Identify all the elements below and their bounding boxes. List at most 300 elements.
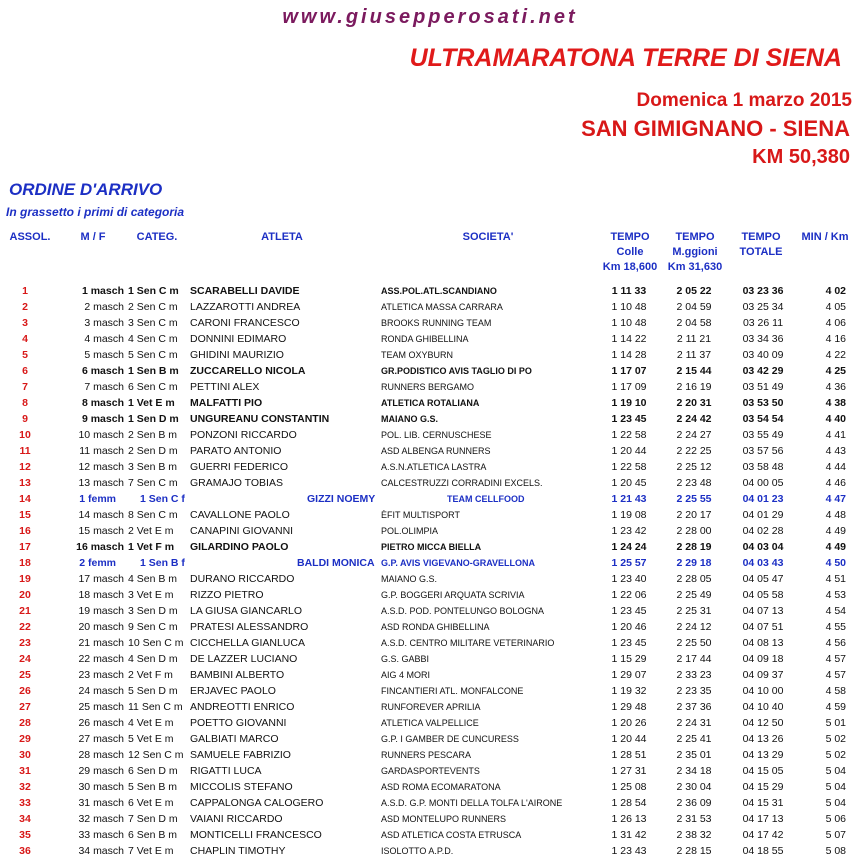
position-cell: 24: [19, 653, 31, 665]
athlete-cell: GRAMAJO TOBIAS: [190, 477, 283, 489]
position-cell: 26: [19, 685, 31, 697]
athlete-cell: ERJAVEC PAOLO: [190, 685, 276, 697]
athlete-cell: BALDI MONICA: [297, 557, 375, 569]
position-cell: 10: [19, 429, 31, 441]
athlete-cell: CAVALLONE PAOLO: [190, 509, 290, 521]
society-cell: ASD RONDA GHIBELLINA: [381, 622, 490, 632]
athlete-cell: DURANO RICCARDO: [190, 573, 295, 585]
position-cell: 31: [19, 765, 31, 777]
col-header-time1-c: Km 18,600: [602, 261, 658, 273]
society-cell: G.P. AVIS VIGEVANO-GRAVELLONA: [381, 558, 536, 568]
time-maggioni-cell: 2 28 15: [676, 845, 712, 857]
society-cell: BROOKS RUNNING TEAM: [381, 318, 492, 328]
athlete-cell: GILARDINO PAOLO: [190, 541, 289, 553]
time-total-cell: 04 15 05: [742, 765, 784, 777]
position-cell: 11: [19, 445, 31, 457]
gender-rank-cell: 29 masch: [78, 765, 124, 777]
society-cell: ASD ATLETICA COSTA ETRUSCA: [381, 830, 522, 840]
pace-cell: 4 38: [825, 397, 846, 409]
society-cell: GARDASPORTEVENTS: [381, 766, 480, 776]
table-row: [0, 731, 856, 747]
time-colle-cell: 1 20 45: [611, 477, 647, 489]
time-maggioni-cell: 2 31 53: [676, 813, 712, 825]
gender-rank-cell: 12 masch: [78, 461, 124, 473]
society-cell: ASD ROMA ECOMARATONA: [381, 782, 501, 792]
category-cell: 10 Sen C m: [128, 637, 184, 649]
gender-rank-cell: 7 masch: [84, 381, 124, 393]
col-header-total: [732, 230, 790, 260]
col-header-time1: [600, 230, 660, 275]
table-row: [0, 587, 856, 603]
time-maggioni-cell: 2 25 50: [676, 637, 712, 649]
athlete-cell: CANAPINI GIOVANNI: [190, 525, 294, 537]
society-cell: RONDA GHIBELLINA: [381, 334, 469, 344]
time-colle-cell: 1 20 26: [611, 717, 647, 729]
gender-rank-cell: 1 masch: [81, 285, 124, 297]
category-cell: 11 Sen C m: [128, 701, 183, 713]
category-cell: 4 Sen C m: [128, 333, 178, 345]
category-cell: 2 Sen D m: [128, 445, 178, 457]
athlete-cell: MONTICELLI FRANCESCO: [190, 829, 322, 841]
category-cell: 1 Sen C m: [128, 285, 179, 297]
time-total-cell: 03 51 49: [742, 381, 784, 393]
table-row: [0, 779, 856, 795]
col-header-time2: [664, 230, 726, 275]
position-cell: 35: [19, 829, 31, 841]
gender-rank-cell: 34 masch: [78, 845, 124, 857]
gender-rank-cell: 26 masch: [78, 717, 124, 729]
col-header-total-a: TEMPO: [741, 231, 781, 243]
pace-cell: 5 04: [825, 781, 846, 793]
pace-cell: 4 56: [825, 637, 846, 649]
pace-cell: 4 22: [825, 349, 846, 361]
society-cell: ATLETICA ROTALIANA: [381, 398, 480, 408]
society-cell: POL.OLIMPIA: [381, 526, 439, 536]
time-colle-cell: 1 23 42: [611, 525, 647, 537]
society-cell: ASD MONTELUPO RUNNERS: [381, 814, 507, 824]
time-maggioni-cell: 2 15 44: [676, 365, 712, 377]
time-maggioni-cell: 2 17 44: [676, 653, 712, 665]
gender-rank-cell: 17 masch: [78, 573, 124, 585]
table-row: [0, 571, 856, 587]
time-maggioni-cell: 2 33 23: [676, 669, 712, 681]
pace-cell: 4 06: [825, 317, 846, 329]
time-colle-cell: 1 17 07: [611, 365, 647, 377]
category-cell: 6 Sen D m: [128, 765, 178, 777]
time-total-cell: 04 02 28: [742, 525, 784, 537]
time-colle-cell: 1 11 33: [611, 285, 647, 297]
table-row: [0, 603, 856, 619]
time-colle-cell: 1 28 54: [611, 797, 647, 809]
pace-cell: 5 04: [825, 797, 846, 809]
position-cell: 12: [19, 461, 31, 473]
society-cell: ASS.POL.ATL.SCANDIANO: [381, 286, 497, 296]
col-header-time1-a: TEMPO: [610, 231, 650, 243]
athlete-cell: RIGATTI LUCA: [190, 765, 262, 777]
table-row: [0, 635, 856, 651]
time-colle-cell: 1 20 44: [611, 445, 647, 457]
pace-cell: 4 51: [825, 573, 846, 585]
time-maggioni-cell: 2 20 17: [676, 509, 712, 521]
table-row: [0, 667, 856, 683]
position-cell: 5: [22, 349, 28, 361]
time-maggioni-cell: 2 04 59: [676, 301, 712, 313]
gender-rank-cell: 9 masch: [81, 413, 124, 425]
position-cell: 4: [22, 333, 28, 345]
category-cell: 1 Sen B m: [128, 365, 179, 377]
time-colle-cell: 1 28 51: [611, 749, 647, 761]
position-cell: 20: [19, 589, 31, 601]
gender-rank-cell: 19 masch: [78, 605, 124, 617]
section-note: In grassetto i primi di categoria: [6, 205, 185, 219]
col-header-pos: ASSOL.: [9, 231, 51, 243]
time-maggioni-cell: 2 30 04: [676, 781, 712, 793]
time-colle-cell: 1 14 22: [611, 333, 647, 345]
position-cell: 18: [19, 557, 31, 569]
time-maggioni-cell: 2 28 00: [676, 525, 712, 537]
time-colle-cell: 1 19 32: [611, 685, 647, 697]
society-cell: G.P. I GAMBER DE CUNCURESS: [381, 734, 519, 744]
category-cell: 1 Vet F m: [128, 541, 175, 553]
athlete-cell: BAMBINI ALBERTO: [190, 669, 285, 681]
gender-rank-cell: 1 femm: [79, 493, 116, 505]
table-row: [0, 507, 856, 523]
table-row: [0, 315, 856, 331]
time-maggioni-cell: 2 28 19: [676, 541, 712, 553]
athlete-cell: GIZZI NOEMY: [307, 493, 376, 505]
pace-cell: 4 40: [825, 413, 846, 425]
time-colle-cell: 1 20 46: [611, 621, 647, 633]
pace-cell: 4 48: [825, 509, 846, 521]
gender-rank-cell: 16 masch: [76, 541, 124, 553]
position-cell: 14: [19, 493, 31, 505]
society-cell: AIG 4 MORI: [381, 670, 431, 680]
category-cell: 1 Vet E m: [128, 397, 175, 409]
category-cell: 1 Sen D m: [128, 413, 179, 425]
society-cell: RUNFOREVER APRILIA: [381, 702, 481, 712]
athlete-cell: PETTINI ALEX: [190, 381, 260, 393]
time-total-cell: 03 55 49: [742, 429, 784, 441]
table-row: [0, 395, 856, 411]
gender-rank-cell: 23 masch: [78, 669, 124, 681]
society-cell: RUNNERS BERGAMO: [381, 382, 475, 392]
gender-rank-cell: 21 masch: [78, 637, 124, 649]
col-header-athlete: ATLETA: [261, 231, 303, 243]
col-header-time1-b: Colle: [616, 246, 644, 258]
table-row: [0, 299, 856, 315]
time-maggioni-cell: 2 28 05: [676, 573, 712, 585]
time-colle-cell: 1 14 28: [611, 349, 647, 361]
gender-rank-cell: 24 masch: [78, 685, 124, 697]
society-cell: G.P. BOGGERI ARQUATA SCRIVIA: [381, 590, 525, 600]
time-maggioni-cell: 2 24 42: [676, 413, 712, 425]
time-maggioni-cell: 2 25 49: [676, 589, 712, 601]
time-total-cell: 04 17 13: [742, 813, 784, 825]
position-cell: 30: [19, 749, 31, 761]
gender-rank-cell: 31 masch: [78, 797, 124, 809]
time-maggioni-cell: 2 35 01: [676, 749, 712, 761]
pace-cell: 4 44: [825, 461, 846, 473]
time-maggioni-cell: 2 36 09: [676, 797, 712, 809]
time-maggioni-cell: 2 24 31: [676, 717, 712, 729]
time-maggioni-cell: 2 20 31: [676, 397, 712, 409]
table-row: [0, 539, 856, 555]
table-row: [0, 811, 856, 827]
time-colle-cell: 1 31 42: [611, 829, 647, 841]
athlete-cell: CAPPALONGA CALOGERO: [190, 797, 324, 809]
time-colle-cell: 1 26 13: [611, 813, 647, 825]
athlete-cell: CARONI FRANCESCO: [190, 317, 300, 329]
col-header-minkm: MIN / Km: [801, 231, 849, 243]
time-maggioni-cell: 2 23 48: [676, 477, 712, 489]
athlete-cell: LAZZAROTTI ANDREA: [190, 301, 301, 313]
position-cell: 34: [19, 813, 31, 825]
gender-rank-cell: 2 masch: [84, 301, 124, 313]
time-total-cell: 03 42 29: [742, 365, 784, 377]
pace-cell: 4 57: [825, 653, 846, 665]
time-total-cell: 04 09 18: [742, 653, 784, 665]
time-maggioni-cell: 2 04 58: [676, 317, 712, 329]
category-cell: 2 Vet F m: [128, 669, 173, 681]
time-total-cell: 04 01 23: [742, 493, 784, 505]
time-total-cell: 03 57 56: [742, 445, 784, 457]
table-row: [0, 283, 856, 299]
pace-cell: 5 06: [825, 813, 846, 825]
society-cell: G.S. GABBI: [381, 654, 430, 664]
position-cell: 1: [22, 285, 28, 297]
time-maggioni-cell: 2 22 25: [676, 445, 712, 457]
time-colle-cell: 1 21 43: [611, 493, 647, 505]
athlete-cell: ZUCCARELLO NICOLA: [190, 365, 306, 377]
position-cell: 19: [19, 573, 31, 585]
category-cell: 2 Sen B m: [128, 429, 178, 441]
time-total-cell: 03 26 11: [742, 317, 784, 329]
position-cell: 25: [19, 669, 31, 681]
section-title: ORDINE D'ARRIVO: [9, 180, 163, 199]
society-cell: CALCESTRUZZI CORRADINI EXCELS.: [381, 478, 543, 488]
category-cell: 3 Sen C m: [128, 317, 178, 329]
table-row: [0, 715, 856, 731]
time-colle-cell: 1 29 07: [611, 669, 647, 681]
time-total-cell: 04 10 40: [742, 701, 784, 713]
position-cell: 13: [19, 477, 31, 489]
table-row: [0, 411, 856, 427]
pace-cell: 4 16: [825, 333, 846, 345]
time-total-cell: 03 23 36: [742, 285, 784, 297]
time-colle-cell: 1 23 45: [611, 605, 647, 617]
time-total-cell: 04 15 31: [742, 797, 784, 809]
category-cell: 12 Sen C m: [128, 749, 184, 761]
pace-cell: 5 04: [825, 765, 846, 777]
table-row: [0, 699, 856, 715]
table-row: [0, 555, 856, 571]
athlete-cell: ANDREOTTI ENRICO: [190, 701, 295, 713]
athlete-cell: GHIDINI MAURIZIO: [190, 349, 284, 361]
pace-cell: 4 46: [825, 477, 846, 489]
time-colle-cell: 1 10 48: [611, 317, 647, 329]
athlete-cell: SAMUELE FABRIZIO: [190, 749, 291, 761]
category-cell: 7 Vet E m: [128, 845, 174, 857]
society-cell: TEAM CELLFOOD: [447, 494, 525, 504]
gender-rank-cell: 15 masch: [78, 525, 124, 537]
category-cell: 5 Sen C m: [128, 349, 178, 361]
time-colle-cell: 1 10 48: [611, 301, 647, 313]
table-row: [0, 763, 856, 779]
society-cell: ÈFIT MULTISPORT: [381, 510, 461, 520]
category-cell: 2 Vet E m: [128, 525, 174, 537]
pace-cell: 4 36: [825, 381, 846, 393]
time-maggioni-cell: 2 11 37: [676, 349, 712, 361]
time-colle-cell: 1 17 09: [611, 381, 647, 393]
society-cell: A.S.D. CENTRO MILITARE VETERINARIO: [381, 638, 555, 648]
time-maggioni-cell: 2 25 31: [676, 605, 712, 617]
time-maggioni-cell: 2 05 22: [676, 285, 712, 297]
athlete-cell: PARATO ANTONIO: [190, 445, 282, 457]
society-cell: ASD ALBENGA RUNNERS: [381, 446, 491, 456]
athlete-cell: PONZONI RICCARDO: [190, 429, 297, 441]
athlete-cell: PRATESI ALESSANDRO: [190, 621, 309, 633]
position-cell: 3: [22, 317, 28, 329]
society-cell: POL. LIB. CERNUSCHESE: [381, 430, 492, 440]
time-maggioni-cell: 2 29 18: [676, 557, 712, 569]
position-cell: 27: [19, 701, 31, 713]
table-row: [0, 331, 856, 347]
category-cell: 1 Sen C f: [140, 493, 185, 505]
society-cell: RUNNERS PESCARA: [381, 750, 472, 760]
table-row: [0, 363, 856, 379]
time-total-cell: 04 00 05: [742, 477, 784, 489]
athlete-cell: DONNINI EDIMARO: [190, 333, 287, 345]
category-cell: 9 Sen C m: [128, 621, 178, 633]
pace-cell: 4 58: [825, 685, 846, 697]
gender-rank-cell: 27 masch: [78, 733, 124, 745]
position-cell: 28: [19, 717, 31, 729]
category-cell: 1 Sen B f: [140, 557, 185, 569]
table-row: [0, 347, 856, 363]
society-cell: PIETRO MICCA BIELLA: [381, 542, 482, 552]
position-cell: 9: [22, 413, 28, 425]
gender-rank-cell: 10 masch: [78, 429, 124, 441]
table-row: [0, 747, 856, 763]
time-total-cell: 04 08 13: [742, 637, 784, 649]
col-header-total-b: TOTALE: [739, 246, 783, 258]
time-maggioni-cell: 2 38 32: [676, 829, 712, 841]
society-cell: A.S.D. POD. PONTELUNGO BOLOGNA: [381, 606, 545, 616]
time-total-cell: 04 03 43: [742, 557, 784, 569]
category-cell: 8 Sen C m: [128, 509, 178, 521]
pace-cell: 5 02: [825, 749, 846, 761]
time-total-cell: 03 34 36: [742, 333, 784, 345]
pace-cell: 4 57: [825, 669, 846, 681]
time-total-cell: 03 53 50: [742, 397, 784, 409]
col-header-mf: M / F: [80, 231, 106, 243]
pace-cell: 5 02: [825, 733, 846, 745]
position-cell: 8: [22, 397, 28, 409]
society-cell: A.S.N.ATLETICA LASTRA: [381, 462, 487, 472]
pace-cell: 4 54: [825, 605, 846, 617]
time-total-cell: 04 10 00: [742, 685, 784, 697]
society-cell: GR.PODISTICO AVIS TAGLIO DI PO: [381, 366, 532, 376]
position-cell: 21: [19, 605, 31, 617]
category-cell: 5 Vet E m: [128, 733, 174, 745]
time-colle-cell: 1 19 08: [611, 509, 647, 521]
time-total-cell: 04 12 50: [742, 717, 784, 729]
pace-cell: 4 50: [825, 557, 846, 569]
category-cell: 5 Sen B m: [128, 781, 178, 793]
society-cell: TEAM OXYBURN: [381, 350, 454, 360]
time-colle-cell: 1 29 48: [611, 701, 647, 713]
time-colle-cell: 1 25 08: [611, 781, 647, 793]
time-total-cell: 04 13 29: [742, 749, 784, 761]
time-colle-cell: 1 23 45: [611, 637, 647, 649]
time-total-cell: 04 17 42: [742, 829, 784, 841]
gender-rank-cell: 3 masch: [84, 317, 124, 329]
time-colle-cell: 1 25 57: [611, 557, 647, 569]
col-header-time2-a: TEMPO: [675, 231, 715, 243]
category-cell: 3 Sen D m: [128, 605, 178, 617]
gender-rank-cell: 20 masch: [78, 621, 124, 633]
society-cell: FINCANTIERI ATL. MONFALCONE: [381, 686, 524, 696]
position-cell: 15: [19, 509, 31, 521]
time-colle-cell: 1 15 29: [611, 653, 647, 665]
athlete-cell: UNGUREANU CONSTANTIN: [190, 413, 330, 425]
society-cell: MAIANO G.S.: [381, 574, 438, 584]
page-title: ULTRAMARATONA TERRE DI SIENA: [409, 44, 842, 72]
athlete-cell: CICCHELLA GIANLUCA: [190, 637, 305, 649]
athlete-cell: VAIANI RICCARDO: [190, 813, 283, 825]
position-cell: 36: [19, 845, 31, 857]
position-cell: 32: [19, 781, 31, 793]
pace-cell: 5 01: [825, 717, 846, 729]
pace-cell: 4 43: [825, 445, 846, 457]
athlete-cell: POETTO GIOVANNI: [190, 717, 287, 729]
position-cell: 7: [22, 381, 28, 393]
table-row: [0, 843, 856, 859]
gender-rank-cell: 30 masch: [78, 781, 124, 793]
time-total-cell: 04 05 47: [742, 573, 784, 585]
gender-rank-cell: 28 masch: [78, 749, 124, 761]
athlete-cell: DE LAZZER LUCIANO: [190, 653, 298, 665]
pace-cell: 4 49: [825, 541, 846, 553]
pace-cell: 4 25: [825, 365, 846, 377]
table-row: [0, 443, 856, 459]
event-distance: KM 50,380: [752, 146, 850, 168]
time-colle-cell: 1 22 58: [611, 429, 647, 441]
athlete-cell: LA GIUSA GIANCARLO: [190, 605, 303, 617]
society-cell: MAIANO G.S.: [381, 414, 439, 424]
time-colle-cell: 1 22 58: [611, 461, 647, 473]
society-cell: ATLETICA MASSA CARRARA: [381, 302, 503, 312]
col-header-society: SOCIETA': [462, 231, 514, 243]
gender-rank-cell: 25 masch: [78, 701, 124, 713]
gender-rank-cell: 33 masch: [78, 829, 124, 841]
gender-rank-cell: 14 masch: [78, 509, 124, 521]
category-cell: 4 Vet E m: [128, 717, 174, 729]
category-cell: 4 Sen D m: [128, 653, 178, 665]
pace-cell: 4 55: [825, 621, 846, 633]
table-row: [0, 459, 856, 475]
table-row: [0, 827, 856, 843]
table-row: [0, 427, 856, 443]
pace-cell: 4 49: [825, 525, 846, 537]
time-total-cell: 04 03 04: [742, 541, 784, 553]
time-maggioni-cell: 2 23 35: [676, 685, 712, 697]
category-cell: 7 Sen D m: [128, 813, 178, 825]
position-cell: 22: [19, 621, 31, 633]
table-row: [0, 651, 856, 667]
time-colle-cell: 1 23 45: [611, 413, 647, 425]
col-header-cat: CATEG.: [136, 231, 178, 243]
